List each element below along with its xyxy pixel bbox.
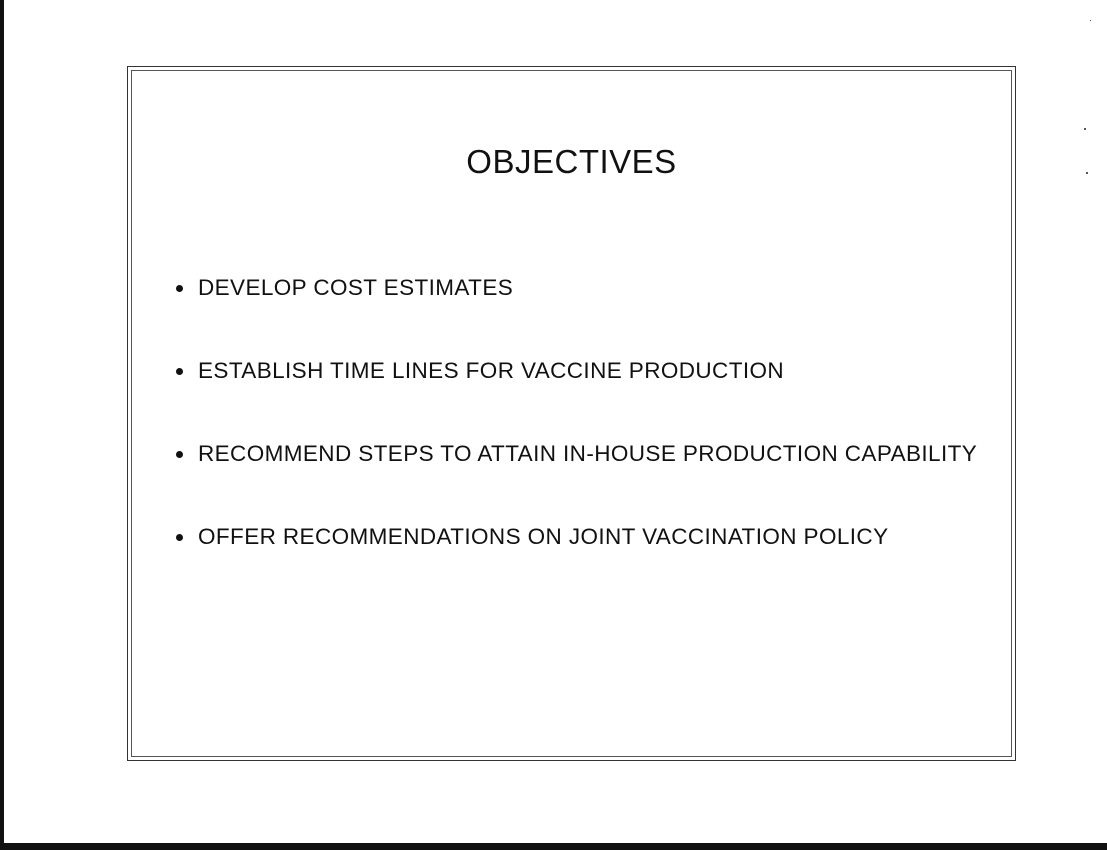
objective-item <box>173 357 1003 384</box>
objective-text: ESTABLISH TIME LINES FOR VACCINE PRODUCTION <box>198 358 785 383</box>
bullet-icon <box>176 285 183 292</box>
bullet-icon <box>176 534 183 541</box>
scan-speck <box>1086 172 1088 174</box>
objective-item <box>173 440 1003 467</box>
scan-speck <box>1090 20 1091 21</box>
scan-speck <box>1084 128 1086 130</box>
objective-text: OFFER RECOMMENDATIONS ON JOINT VACCINATION POLICY <box>198 524 889 549</box>
scan-edge-left <box>0 0 4 850</box>
objective-text: RECOMMEND STEPS TO ATTAIN IN-HOUSE PRODUCTION CAPABILITY <box>198 441 978 466</box>
slide-inner-border <box>131 70 1012 757</box>
bullet-icon <box>176 451 183 458</box>
objectives-list <box>173 274 1003 550</box>
slide-frame <box>127 66 1016 761</box>
objective-item <box>173 523 1003 550</box>
slide-title: OBJECTIVES <box>466 143 677 180</box>
scan-edge-bottom <box>0 843 1107 850</box>
objective-text: DEVELOP COST ESTIMATES <box>198 275 514 300</box>
objective-item <box>173 274 1003 301</box>
bullet-icon <box>176 368 183 375</box>
